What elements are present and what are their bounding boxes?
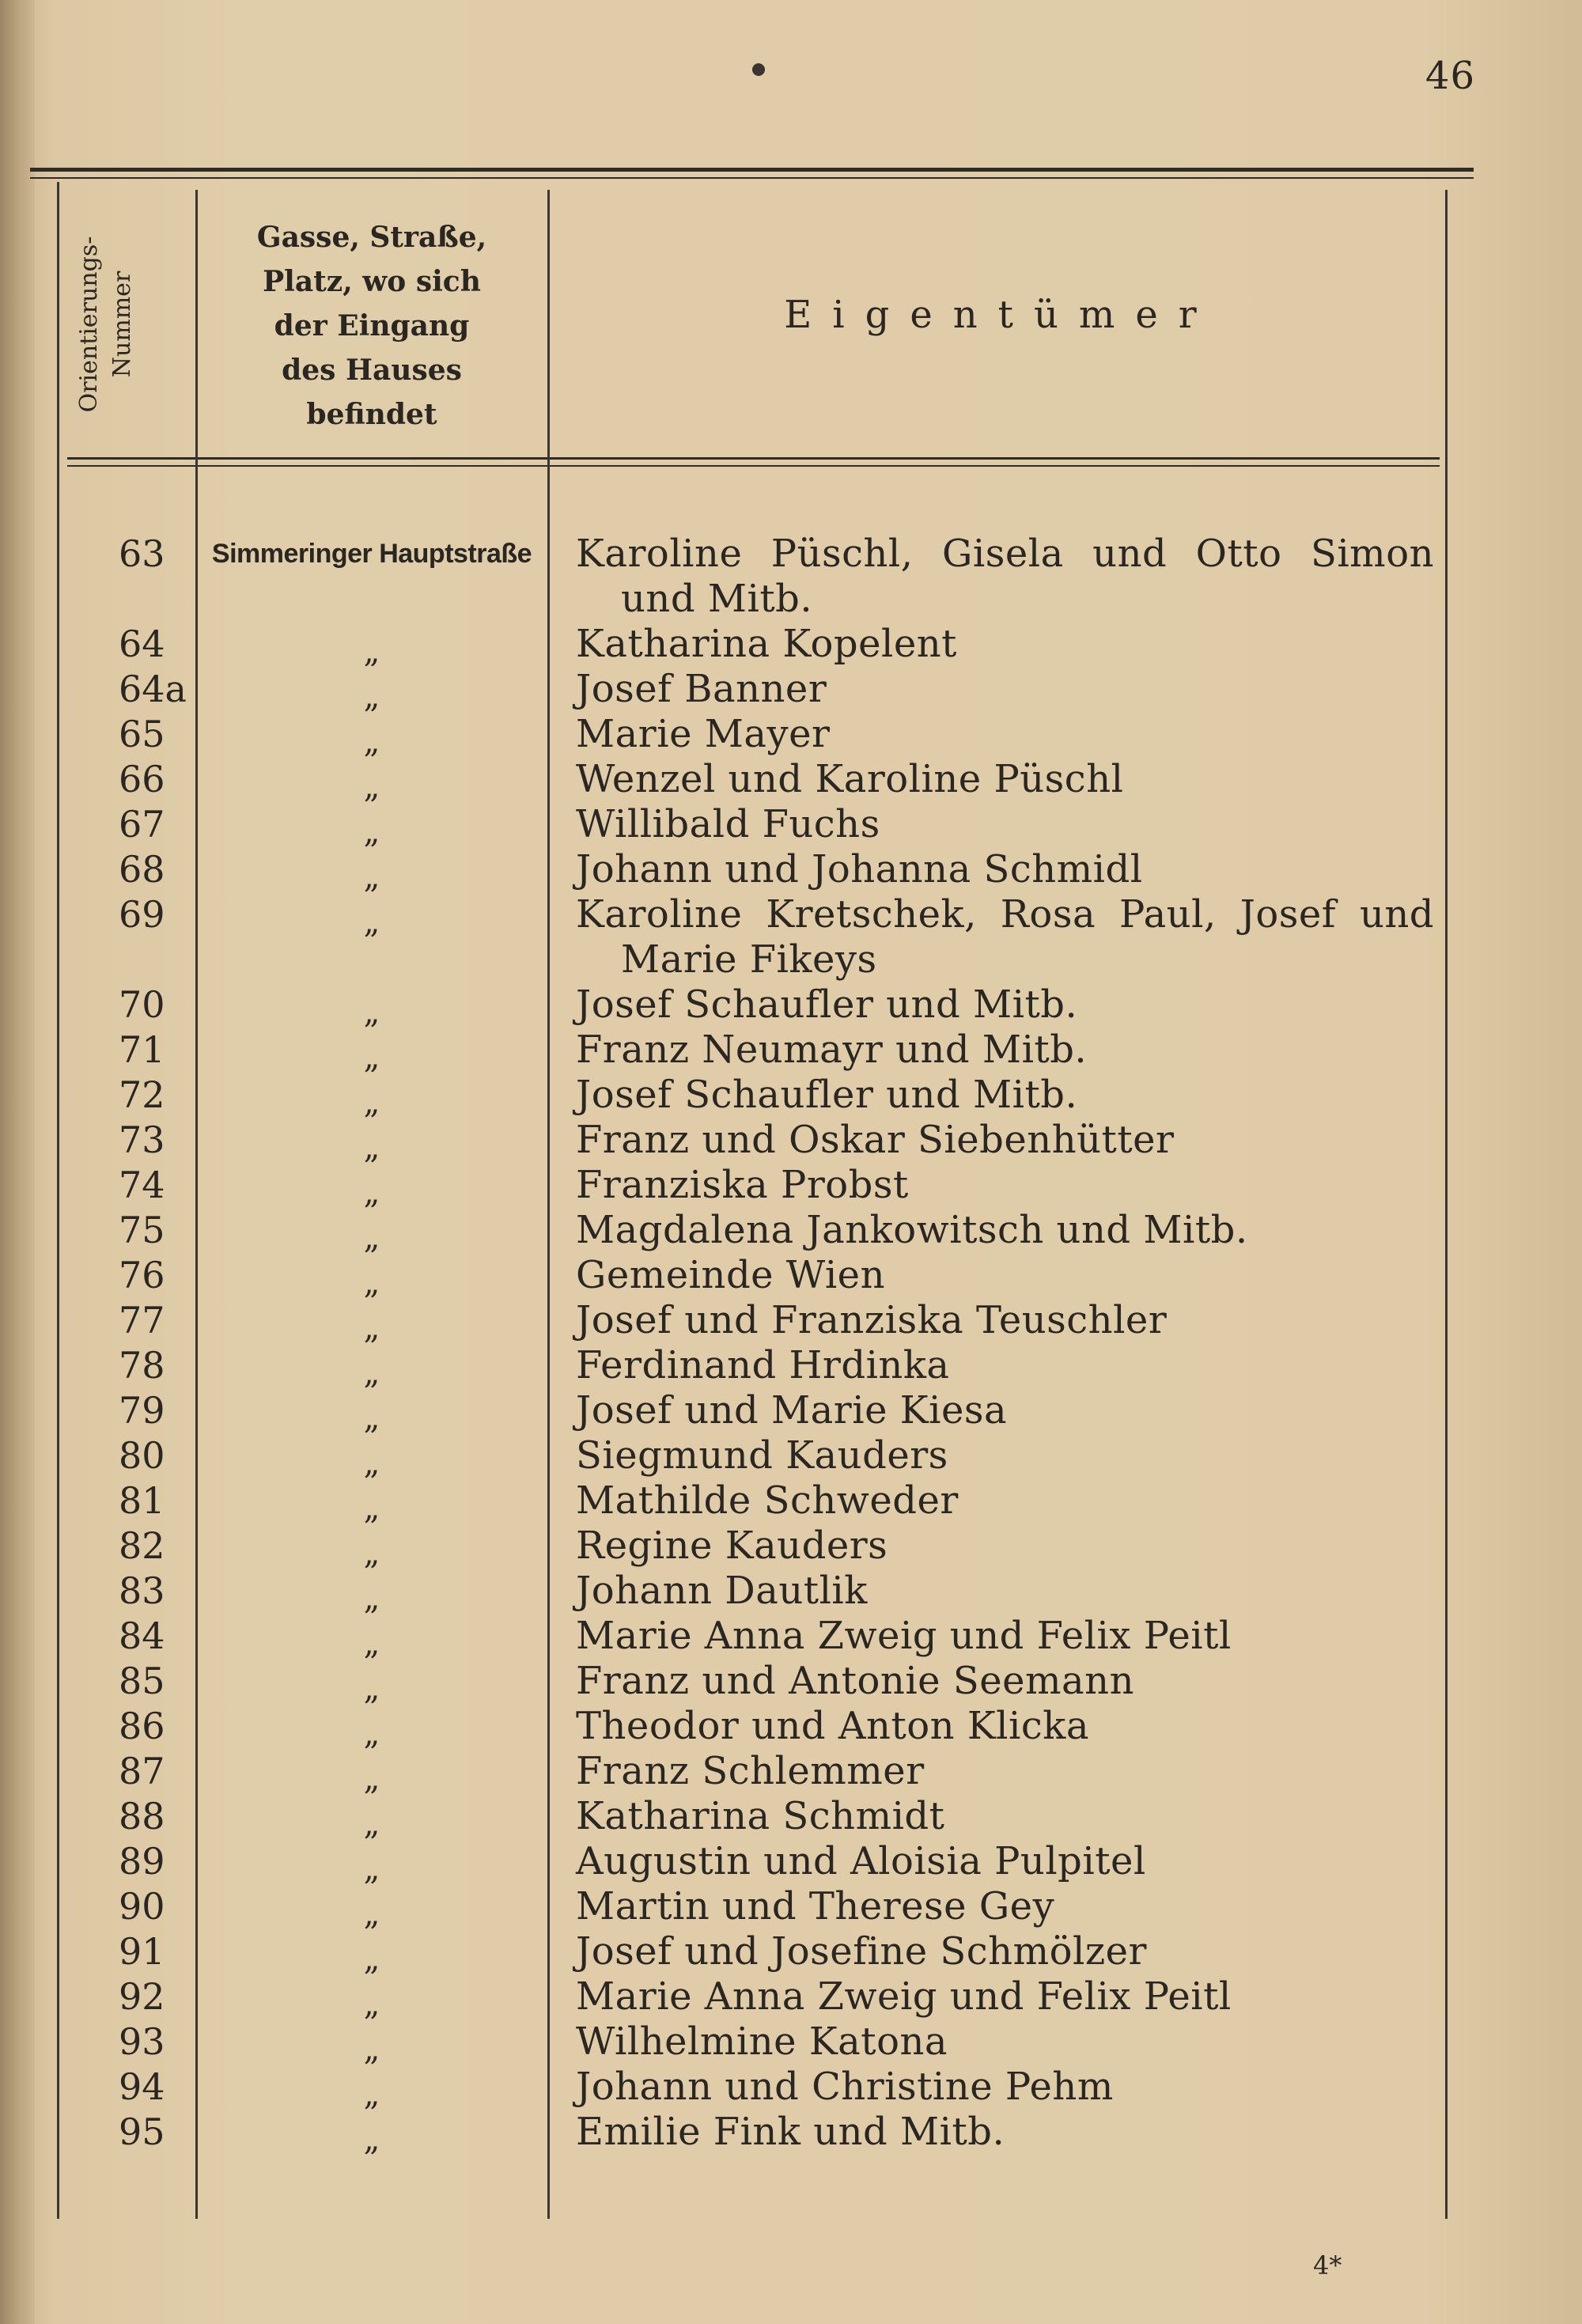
orientation-number: 93 [119, 2020, 165, 2063]
header-street-line: Gasse, Straße, [256, 221, 487, 254]
table-row [0, 1028, 1582, 1076]
orientation-number: 71 [119, 1028, 165, 1071]
ditto-mark: „ [363, 1490, 380, 1527]
ditto-mark: „ [363, 1445, 380, 1482]
ditto-mark: „ [363, 1310, 380, 1346]
orientation-number: 92 [119, 1975, 165, 2018]
header-rule [67, 457, 1440, 460]
table-row [0, 757, 1582, 805]
street-name: Simmeringer Hauptstraße [211, 539, 532, 569]
owner-name: Wilhelmine Katona [576, 2019, 948, 2064]
orientation-number: 69 [119, 893, 165, 936]
owner-name: Willibald Fuchs [576, 802, 880, 846]
owner-name-continued: Marie Fikeys [621, 937, 877, 982]
ditto-mark: „ [363, 1896, 380, 1932]
street-ditto [198, 1929, 546, 1978]
street-ditto [198, 2110, 546, 2156]
orientation-number: 86 [119, 1705, 165, 1747]
orientation-number: 72 [119, 1073, 165, 1116]
ditto-mark: „ [363, 724, 380, 760]
ditto-mark: „ [363, 769, 380, 805]
ditto-mark: „ [363, 1400, 380, 1436]
table-row [0, 532, 1582, 622]
street-ditto [198, 1839, 546, 1885]
table-row [0, 1569, 1582, 1617]
street-ditto [198, 667, 546, 713]
ditto-mark: „ [363, 1851, 380, 1887]
ditto-mark: „ [363, 2122, 380, 2158]
table-row [0, 667, 1582, 715]
owner-name: Franz und Oskar Siebenhütter [576, 1118, 1175, 1162]
street-ditto [198, 2019, 546, 2068]
owner-name: Emilie Fink und Mitb. [576, 2110, 1005, 2154]
orientation-number: 90 [119, 1885, 165, 1928]
street-ditto [198, 622, 546, 668]
print-dot [752, 63, 765, 76]
owner-name: Franziska Probst [576, 1163, 909, 1207]
owner-name: Ferdinand Hrdinka [576, 1343, 950, 1387]
ditto-mark: „ [363, 1084, 380, 1121]
table-row [0, 1253, 1582, 1301]
owner-name-continued: und Mitb. [621, 577, 813, 621]
table-row [0, 1749, 1582, 1797]
header-street-line: der Eingang [274, 309, 470, 343]
top-rule [30, 168, 1474, 172]
table-row [0, 1884, 1582, 1932]
table-row [0, 1073, 1582, 1121]
table-row [0, 1794, 1582, 1842]
owner-name: Josef Banner [576, 667, 827, 711]
ditto-mark: „ [363, 1761, 380, 1797]
orientation-number: 73 [119, 1118, 165, 1161]
orientation-number: 64a [119, 668, 187, 710]
table-row [0, 1704, 1582, 1752]
street-ditto [198, 1388, 546, 1434]
table-row [0, 1478, 1582, 1527]
street-ditto [198, 757, 546, 803]
orientation-number: 78 [119, 1344, 165, 1387]
street-ditto [198, 847, 546, 893]
orientation-number: 65 [119, 713, 165, 755]
table-row [0, 1929, 1582, 1978]
ditto-mark: „ [363, 859, 380, 895]
table-row [0, 2065, 1582, 2113]
table-row [0, 1523, 1582, 1572]
header-street-line: des Hauses [282, 354, 462, 387]
orientation-number: 68 [119, 848, 165, 891]
orientation-number: 83 [119, 1569, 165, 1612]
ditto-mark: „ [363, 1941, 380, 1978]
ditto-mark: „ [363, 1806, 380, 1842]
street-ditto [198, 1118, 546, 1164]
ditto-mark: „ [363, 1265, 380, 1301]
orientation-number: 70 [119, 983, 165, 1026]
table-row [0, 1614, 1582, 1662]
street-ditto [198, 1343, 546, 1389]
table-row [0, 1974, 1582, 2023]
owner-name: Augustin und Aloisia Pulpitel [576, 1839, 1146, 1883]
orientation-number: 67 [119, 803, 165, 846]
street-ditto [198, 1433, 546, 1482]
ditto-mark: „ [363, 1716, 380, 1752]
header-street-line: befindet [306, 398, 437, 431]
table-row [0, 622, 1582, 670]
table-row [0, 1163, 1582, 1211]
owner-name: Karoline Püschl, Gisela und Otto Simon [576, 532, 1434, 576]
header-street-line: Platz, wo sich [263, 265, 481, 298]
owner-name: Josef und Josefine Schmölzer [576, 1929, 1147, 1974]
table-row [0, 1659, 1582, 1707]
street-ditto [198, 1974, 546, 2023]
ditto-mark: „ [363, 1130, 380, 1166]
signature-mark: 4* [1313, 2250, 1342, 2280]
ditto-mark: „ [363, 634, 380, 670]
page-number: 46 [1425, 54, 1475, 98]
owner-name: Martin und Therese Gey [576, 1884, 1055, 1928]
street-ditto [198, 1523, 546, 1572]
orientation-number: 79 [119, 1389, 165, 1432]
ditto-mark: „ [363, 1355, 380, 1391]
ditto-mark: „ [363, 2031, 380, 2068]
orientation-number: 84 [119, 1614, 165, 1657]
street-ditto [198, 1614, 546, 1660]
street-ditto [198, 1884, 546, 1930]
table-row [0, 982, 1582, 1031]
ditto-mark: „ [363, 1175, 380, 1211]
street-ditto [198, 802, 546, 848]
table-row [0, 1839, 1582, 1887]
table-row [0, 2110, 1582, 2158]
orientation-number: 87 [119, 1750, 165, 1792]
owner-name: Johann und Christine Pehm [576, 2065, 1114, 2109]
street-ditto [198, 1794, 546, 1840]
owner-name: Johann Dautlik [576, 1569, 868, 1613]
ditto-mark: „ [363, 1626, 380, 1662]
ditto-mark: „ [363, 679, 380, 715]
ditto-mark: „ [363, 1220, 380, 1256]
owner-name: Gemeinde Wien [576, 1253, 885, 1297]
street-ditto [198, 892, 546, 941]
street-ditto [198, 1298, 546, 1344]
ditto-mark: „ [363, 1671, 380, 1707]
header-col1-line2: Nummer [108, 271, 136, 378]
header-street [206, 215, 538, 437]
orientation-number: 77 [119, 1299, 165, 1342]
street-ditto [198, 1659, 546, 1705]
owner-name: Mathilde Schweder [576, 1478, 959, 1523]
header-orientation-number [73, 218, 152, 431]
street-ditto [198, 1208, 546, 1254]
header-col1-line1: Orientierungs- [75, 236, 103, 413]
ditto-mark: „ [363, 904, 380, 941]
owner-name: Josef Schaufler und Mitb. [576, 982, 1078, 1027]
street-ditto [198, 1478, 546, 1527]
table-row [0, 1208, 1582, 1256]
orientation-number: 74 [119, 1164, 165, 1206]
owner-name: Josef und Franziska Teuschler [576, 1298, 1168, 1342]
table-row [0, 1343, 1582, 1391]
orientation-number: 81 [119, 1479, 165, 1522]
table-row [0, 802, 1582, 850]
orientation-number: 76 [119, 1254, 165, 1296]
table-row [0, 847, 1582, 895]
table-row [0, 1388, 1582, 1436]
table-row [0, 1433, 1582, 1482]
ditto-mark: „ [363, 1535, 380, 1572]
street-ditto [198, 1704, 546, 1750]
owner-name: Katharina Kopelent [576, 622, 957, 666]
street-ditto [198, 982, 546, 1031]
owner-name: Karoline Kretschek, Rosa Paul, Josef und [576, 892, 1434, 937]
owner-name: Franz Schlemmer [576, 1749, 925, 1793]
table-row [0, 1298, 1582, 1346]
owner-name: Josef und Marie Kiesa [576, 1388, 1008, 1433]
owner-name: Marie Anna Zweig und Felix Peitl [576, 1974, 1232, 2019]
street-ditto [198, 1163, 546, 1209]
owner-name: Siegmund Kauders [576, 1433, 948, 1478]
owner-name: Wenzel und Karoline Püschl [576, 757, 1124, 801]
owner-name: Magdalena Jankowitsch und Mitb. [576, 1208, 1248, 1252]
street-ditto [198, 712, 546, 758]
table-row [0, 712, 1582, 760]
table-row [0, 2019, 1582, 2068]
street-ditto [198, 1749, 546, 1795]
header-rule-second [67, 465, 1440, 467]
table-row [0, 892, 1582, 982]
top-rule-thin [30, 177, 1474, 179]
table-row [0, 1118, 1582, 1166]
orientation-number: 66 [119, 758, 165, 801]
owner-name: Katharina Schmidt [576, 1794, 945, 1838]
orientation-number: 80 [119, 1434, 165, 1477]
owner-name: Marie Anna Zweig und Felix Peitl [576, 1614, 1232, 1658]
header-owner: Eigentümer [784, 293, 1217, 337]
orientation-number: 82 [119, 1524, 165, 1567]
orientation-number: 63 [119, 532, 165, 575]
orientation-number: 75 [119, 1209, 165, 1251]
orientation-number: 94 [119, 2065, 165, 2108]
street-ditto [198, 2065, 546, 2113]
street-ditto [198, 1253, 546, 1299]
ditto-mark: „ [363, 2076, 380, 2113]
ditto-mark: „ [363, 814, 380, 850]
orientation-number: 85 [119, 1660, 165, 1702]
ditto-mark: „ [363, 1039, 380, 1076]
street-ditto [198, 1028, 546, 1076]
owner-name: Marie Mayer [576, 712, 831, 756]
street-ditto [198, 1569, 546, 1617]
street-ditto [198, 1073, 546, 1121]
owner-table [0, 532, 1582, 2158]
ditto-mark: „ [363, 1580, 380, 1617]
owner-name: Johann und Johanna Schmidl [576, 847, 1143, 891]
owner-name: Regine Kauders [576, 1523, 888, 1568]
owner-name: Theodor und Anton Klicka [576, 1704, 1089, 1748]
ditto-mark: „ [363, 1986, 380, 2023]
owner-name: Franz und Antonie Seemann [576, 1659, 1134, 1703]
orientation-number: 91 [119, 1930, 165, 1973]
ditto-mark: „ [363, 994, 380, 1031]
orientation-number: 89 [119, 1840, 165, 1883]
owner-name: Franz Neumayr und Mitb. [576, 1028, 1088, 1072]
orientation-number: 88 [119, 1795, 165, 1838]
owner-name: Josef Schaufler und Mitb. [576, 1073, 1078, 1117]
orientation-number: 64 [119, 623, 165, 665]
orientation-number: 95 [119, 2110, 165, 2153]
